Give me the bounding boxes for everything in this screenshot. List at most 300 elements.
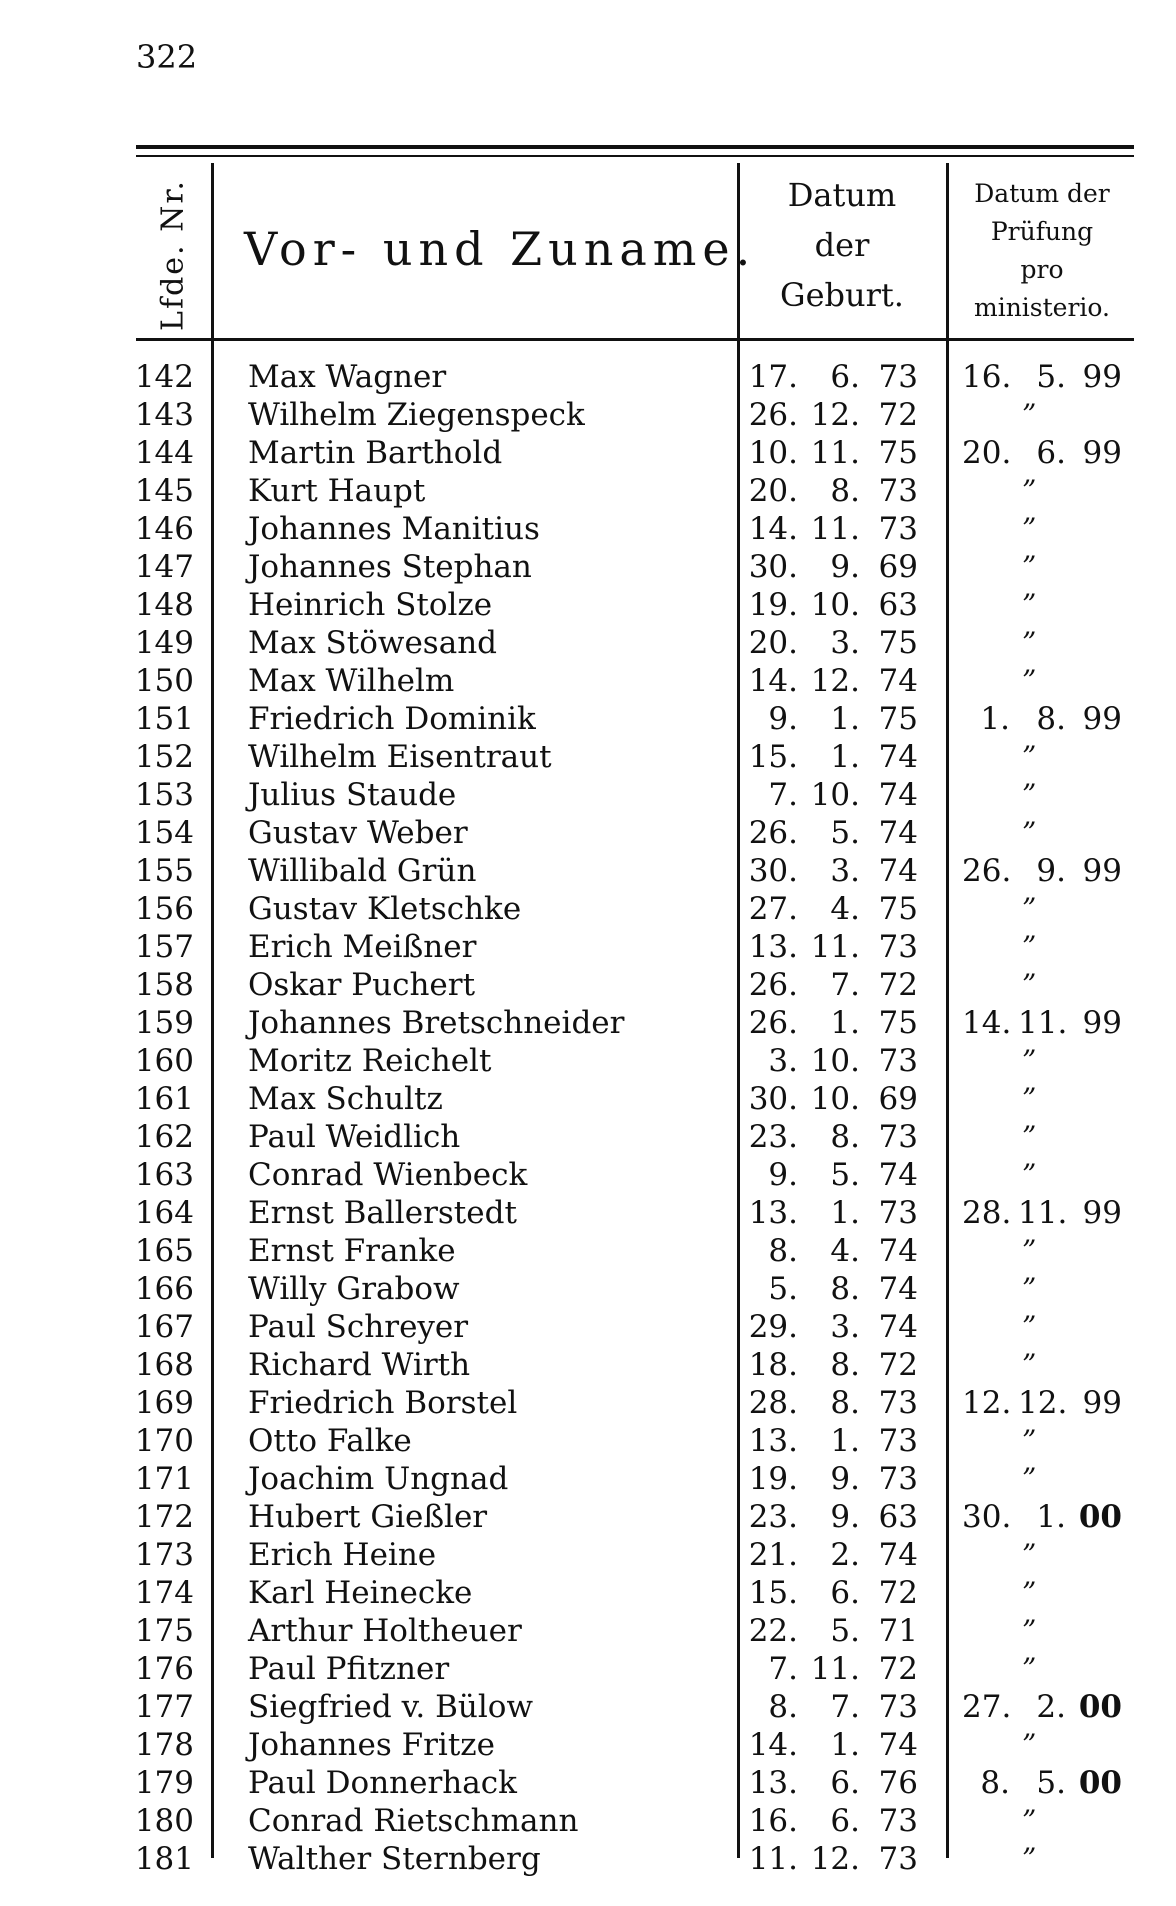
table-row	[0, 890, 1176, 928]
exam-year: 99	[1082, 1385, 1122, 1421]
birth-year: 73	[878, 1423, 918, 1459]
row-name: Moritz Reichelt	[248, 1043, 492, 1079]
row-number: 162	[134, 1119, 194, 1155]
row-number: 152	[134, 739, 194, 775]
row-name: Johannes Bretschneider	[248, 1005, 625, 1041]
exam-day: 14.	[962, 1005, 1012, 1041]
table-row	[0, 966, 1176, 1004]
header-birth-line: der	[814, 226, 870, 264]
ditto-mark: ”	[1022, 1842, 1037, 1875]
header-exam-line: pro	[1020, 255, 1064, 284]
ditto-mark: ”	[1022, 1234, 1037, 1267]
birth-year: 74	[878, 853, 918, 889]
birth-year: 63	[878, 587, 918, 623]
row-name: Otto Falke	[248, 1423, 412, 1459]
row-name: Wilhelm Ziegenspeck	[248, 397, 585, 433]
exam-month: 12.	[1018, 1385, 1068, 1421]
birth-month: 8.	[830, 1385, 860, 1421]
exam-month: 5.	[1036, 1765, 1066, 1801]
birth-month: 5.	[830, 815, 860, 851]
ditto-mark: ”	[1022, 968, 1037, 1001]
birth-day: 23.	[748, 1119, 798, 1155]
top-rule	[136, 145, 1134, 149]
table-row	[0, 396, 1176, 434]
birth-day: 3.	[768, 1043, 798, 1079]
ditto-mark: ”	[1022, 1272, 1037, 1305]
birth-year: 72	[878, 1347, 918, 1383]
table-row	[0, 1346, 1176, 1384]
row-number: 147	[134, 549, 194, 585]
birth-year: 74	[878, 1157, 918, 1193]
header-exam-line: Prüfung	[990, 217, 1094, 246]
birth-month: 3.	[830, 625, 860, 661]
page-number: 322	[136, 38, 198, 76]
exam-day: 16.	[962, 359, 1012, 395]
row-name: Max Wagner	[248, 359, 447, 395]
birth-month: 12.	[810, 1841, 860, 1877]
birth-year: 71	[878, 1613, 918, 1649]
birth-year: 75	[878, 1005, 918, 1041]
row-number: 181	[134, 1841, 194, 1877]
table-row	[0, 814, 1176, 852]
birth-year: 75	[878, 435, 918, 471]
top-rule-thin	[136, 155, 1134, 157]
table-row	[0, 1460, 1176, 1498]
row-number: 151	[134, 701, 194, 737]
row-name: Siegfried v. Bülow	[248, 1689, 533, 1725]
header-birth-date	[740, 170, 944, 320]
birth-year: 73	[878, 1689, 918, 1725]
birth-year: 74	[878, 739, 918, 775]
row-number: 177	[134, 1689, 194, 1725]
birth-year: 73	[878, 1803, 918, 1839]
row-name: Johannes Manitius	[248, 511, 540, 547]
birth-month: 12.	[810, 663, 860, 699]
table-row	[0, 1156, 1176, 1194]
birth-month: 3.	[830, 1309, 860, 1345]
table-row	[0, 1536, 1176, 1574]
row-name: Johannes Stephan	[248, 549, 532, 585]
row-name: Conrad Rietschmann	[248, 1803, 579, 1839]
ditto-mark: ”	[1022, 1728, 1037, 1761]
exam-day: 26.	[962, 853, 1012, 889]
row-number: 142	[134, 359, 194, 395]
birth-month: 11.	[810, 1651, 860, 1687]
birth-day: 30.	[748, 549, 798, 585]
row-number: 156	[134, 891, 194, 927]
birth-month: 6.	[830, 359, 860, 395]
table-row	[0, 1802, 1176, 1840]
exam-day: 30.	[962, 1499, 1012, 1535]
header-birth-line: Geburt.	[780, 276, 904, 314]
table-row	[0, 510, 1176, 548]
row-number: 168	[134, 1347, 194, 1383]
row-name: Erich Heine	[248, 1537, 437, 1573]
row-name: Ernst Ballerstedt	[248, 1195, 517, 1231]
table-row	[0, 1384, 1176, 1422]
exam-month: 5.	[1036, 359, 1066, 395]
birth-year: 74	[878, 777, 918, 813]
birth-year: 74	[878, 1727, 918, 1763]
birth-month: 1.	[830, 701, 860, 737]
birth-year: 76	[878, 1765, 918, 1801]
table-row	[0, 1688, 1176, 1726]
birth-day: 17.	[748, 359, 798, 395]
row-number: 165	[134, 1233, 194, 1269]
birth-month: 10.	[810, 587, 860, 623]
row-name: Johannes Fritze	[248, 1727, 495, 1763]
row-number: 171	[134, 1461, 194, 1497]
row-number: 164	[134, 1195, 194, 1231]
exam-day: 27.	[962, 1689, 1012, 1725]
table-row	[0, 1004, 1176, 1042]
row-number: 179	[134, 1765, 194, 1801]
ditto-mark: ”	[1022, 1044, 1037, 1077]
birth-month: 3.	[830, 853, 860, 889]
birth-year: 69	[878, 549, 918, 585]
birth-year: 63	[878, 1499, 918, 1535]
birth-year: 73	[878, 1385, 918, 1421]
birth-day: 29.	[748, 1309, 798, 1345]
birth-day: 28.	[748, 1385, 798, 1421]
ditto-mark: ”	[1022, 892, 1037, 925]
header-nr-label: Lfde. Nr.	[155, 179, 191, 331]
ditto-mark: ”	[1022, 816, 1037, 849]
birth-day: 19.	[748, 1461, 798, 1497]
birth-day: 7.	[768, 777, 798, 813]
birth-day: 14.	[748, 1727, 798, 1763]
table-row	[0, 1498, 1176, 1536]
row-number: 160	[134, 1043, 194, 1079]
table-row	[0, 1118, 1176, 1156]
row-name: Conrad Wienbeck	[248, 1157, 528, 1193]
birth-month: 2.	[830, 1537, 860, 1573]
birth-day: 7.	[768, 1651, 798, 1687]
row-name: Joachim Ungnad	[248, 1461, 509, 1497]
row-number: 176	[134, 1651, 194, 1687]
row-number: 146	[134, 511, 194, 547]
birth-year: 74	[878, 1233, 918, 1269]
exam-month: 2.	[1036, 1689, 1066, 1725]
table-row	[0, 1232, 1176, 1270]
birth-month: 7.	[830, 967, 860, 1003]
ditto-mark: ”	[1022, 740, 1037, 773]
ditto-mark: ”	[1022, 1120, 1037, 1153]
birth-day: 9.	[768, 1157, 798, 1193]
row-name: Friedrich Dominik	[248, 701, 536, 737]
row-number: 169	[134, 1385, 194, 1421]
birth-year: 72	[878, 1575, 918, 1611]
ditto-mark: ”	[1022, 1310, 1037, 1343]
birth-day: 16.	[748, 1803, 798, 1839]
birth-month: 10.	[810, 1081, 860, 1117]
birth-month: 4.	[830, 891, 860, 927]
row-number: 167	[134, 1309, 194, 1345]
birth-month: 1.	[830, 1423, 860, 1459]
row-name: Hubert Gießler	[248, 1499, 488, 1535]
birth-month: 8.	[830, 1119, 860, 1155]
ditto-mark: ”	[1022, 474, 1037, 507]
exam-month: 11.	[1018, 1195, 1068, 1231]
birth-day: 5.	[768, 1271, 798, 1307]
ditto-mark: ”	[1022, 1538, 1037, 1571]
birth-month: 1.	[830, 1005, 860, 1041]
row-name: Martin Barthold	[248, 435, 503, 471]
exam-day: 8.	[980, 1765, 1010, 1801]
ditto-mark: ”	[1022, 1462, 1037, 1495]
header-name: Vor- und Zuname.	[244, 222, 757, 276]
row-name: Arthur Holtheuer	[248, 1613, 522, 1649]
birth-year: 74	[878, 663, 918, 699]
birth-day: 8.	[768, 1689, 798, 1725]
exam-year: 99	[1082, 853, 1122, 889]
exam-year: 99	[1082, 1195, 1122, 1231]
exam-day: 12.	[962, 1385, 1012, 1421]
birth-month: 11.	[810, 511, 860, 547]
exam-year: 99	[1082, 359, 1122, 395]
exam-year: 99	[1082, 435, 1122, 471]
birth-day: 26.	[748, 967, 798, 1003]
ditto-mark: ”	[1022, 1082, 1037, 1115]
row-number: 159	[134, 1005, 194, 1041]
exam-year: 00	[1078, 1765, 1122, 1801]
row-number: 178	[134, 1727, 194, 1763]
birth-day: 15.	[748, 739, 798, 775]
birth-month: 5.	[830, 1613, 860, 1649]
table-row	[0, 1080, 1176, 1118]
table-row	[0, 624, 1176, 662]
table-row	[0, 776, 1176, 814]
header-rule	[136, 338, 1134, 341]
row-name: Kurt Haupt	[248, 473, 426, 509]
header-exam-date	[950, 175, 1134, 327]
birth-month: 1.	[830, 1727, 860, 1763]
birth-year: 74	[878, 1537, 918, 1573]
header-exam-line: ministerio.	[974, 293, 1110, 322]
table-row	[0, 1270, 1176, 1308]
birth-day: 30.	[748, 1081, 798, 1117]
birth-month: 6.	[830, 1765, 860, 1801]
row-name: Walther Sternberg	[248, 1841, 541, 1877]
row-name: Ernst Franke	[248, 1233, 456, 1269]
row-name: Max Stöwesand	[248, 625, 497, 661]
ditto-mark: ”	[1022, 664, 1037, 697]
ditto-mark: ”	[1022, 398, 1037, 431]
ditto-mark: ”	[1022, 512, 1037, 545]
row-name: Willibald Grün	[248, 853, 477, 889]
table-row	[0, 1840, 1176, 1878]
row-name: Erich Meißner	[248, 929, 477, 965]
birth-month: 8.	[830, 1271, 860, 1307]
birth-month: 6.	[830, 1803, 860, 1839]
table-row	[0, 852, 1176, 890]
birth-year: 73	[878, 1841, 918, 1877]
birth-month: 8.	[830, 1347, 860, 1383]
row-name: Friedrich Borstel	[248, 1385, 518, 1421]
birth-day: 21.	[748, 1537, 798, 1573]
exam-month: 9.	[1036, 853, 1066, 889]
header-birth-line: Datum	[787, 176, 897, 214]
row-name: Wilhelm Eisentraut	[248, 739, 552, 775]
ditto-mark: ”	[1022, 588, 1037, 621]
birth-year: 72	[878, 1651, 918, 1687]
row-name: Paul Weidlich	[248, 1119, 461, 1155]
birth-day: 26.	[748, 397, 798, 433]
row-number: 166	[134, 1271, 194, 1307]
birth-month: 10.	[810, 777, 860, 813]
birth-day: 26.	[748, 815, 798, 851]
table-row	[0, 586, 1176, 624]
birth-day: 8.	[768, 1233, 798, 1269]
row-number: 150	[134, 663, 194, 699]
birth-month: 9.	[830, 549, 860, 585]
table-row	[0, 548, 1176, 586]
row-name: Gustav Kletschke	[248, 891, 522, 927]
ditto-mark: ”	[1022, 1576, 1037, 1609]
birth-day: 14.	[748, 663, 798, 699]
birth-year: 73	[878, 1461, 918, 1497]
row-number: 158	[134, 967, 194, 1003]
table-row	[0, 1308, 1176, 1346]
birth-year: 74	[878, 1309, 918, 1345]
row-number: 148	[134, 587, 194, 623]
exam-day: 1.	[980, 701, 1010, 737]
exam-year: 00	[1078, 1499, 1122, 1535]
exam-day: 20.	[962, 435, 1012, 471]
ditto-mark: ”	[1022, 1424, 1037, 1457]
birth-day: 14.	[748, 511, 798, 547]
table-row	[0, 1194, 1176, 1232]
table-row	[0, 928, 1176, 966]
row-name: Julius Staude	[248, 777, 457, 813]
exam-year: 99	[1082, 1005, 1122, 1041]
birth-day: 13.	[748, 1423, 798, 1459]
row-name: Paul Schreyer	[248, 1309, 469, 1345]
birth-month: 9.	[830, 1499, 860, 1535]
row-number: 163	[134, 1157, 194, 1193]
birth-month: 4.	[830, 1233, 860, 1269]
birth-day: 18.	[748, 1347, 798, 1383]
birth-month: 1.	[830, 739, 860, 775]
birth-year: 73	[878, 511, 918, 547]
exam-year: 99	[1082, 701, 1122, 737]
row-number: 157	[134, 929, 194, 965]
exam-month: 8.	[1036, 701, 1066, 737]
row-name: Paul Pfitzner	[248, 1651, 450, 1687]
birth-day: 15.	[748, 1575, 798, 1611]
birth-month: 11.	[810, 435, 860, 471]
table-row	[0, 1612, 1176, 1650]
row-number: 172	[134, 1499, 194, 1535]
exam-month: 1.	[1036, 1499, 1066, 1535]
birth-day: 26.	[748, 1005, 798, 1041]
row-name: Gustav Weber	[248, 815, 468, 851]
table-row	[0, 472, 1176, 510]
exam-year: 00	[1078, 1689, 1122, 1725]
row-number: 145	[134, 473, 194, 509]
row-name: Heinrich Stolze	[248, 587, 493, 623]
birth-day: 9.	[768, 701, 798, 737]
ditto-mark: ”	[1022, 930, 1037, 963]
row-name: Max Wilhelm	[248, 663, 455, 699]
table-row	[0, 1422, 1176, 1460]
ditto-mark: ”	[1022, 550, 1037, 583]
birth-year: 73	[878, 1195, 918, 1231]
ditto-mark: ”	[1022, 1614, 1037, 1647]
ditto-mark: ”	[1022, 778, 1037, 811]
birth-year: 74	[878, 815, 918, 851]
birth-month: 11.	[810, 929, 860, 965]
exam-day: 28.	[962, 1195, 1012, 1231]
ditto-mark: ”	[1022, 1348, 1037, 1381]
table-row	[0, 1574, 1176, 1612]
ditto-mark: ”	[1022, 626, 1037, 659]
table-row	[0, 738, 1176, 776]
row-number: 144	[134, 435, 194, 471]
birth-day: 10.	[748, 435, 798, 471]
birth-day: 23.	[748, 1499, 798, 1535]
birth-year: 69	[878, 1081, 918, 1117]
table-row	[0, 1726, 1176, 1764]
row-number: 154	[134, 815, 194, 851]
birth-month: 1.	[830, 1195, 860, 1231]
birth-month: 10.	[810, 1043, 860, 1079]
ditto-mark: ”	[1022, 1652, 1037, 1685]
table-row	[0, 1650, 1176, 1688]
row-number: 161	[134, 1081, 194, 1117]
table-row	[0, 358, 1176, 396]
birth-year: 73	[878, 929, 918, 965]
row-number: 174	[134, 1575, 194, 1611]
exam-month: 6.	[1036, 435, 1066, 471]
table-row	[0, 434, 1176, 472]
birth-month: 9.	[830, 1461, 860, 1497]
row-name: Paul Donnerhack	[248, 1765, 517, 1801]
birth-month: 12.	[810, 397, 860, 433]
row-name: Richard Wirth	[248, 1347, 471, 1383]
row-name: Willy Grabow	[248, 1271, 460, 1307]
birth-day: 13.	[748, 1195, 798, 1231]
birth-day: 30.	[748, 853, 798, 889]
table-row	[0, 1042, 1176, 1080]
birth-year: 73	[878, 473, 918, 509]
birth-year: 74	[878, 1271, 918, 1307]
row-number: 173	[134, 1537, 194, 1573]
birth-day: 22.	[748, 1613, 798, 1649]
birth-year: 72	[878, 967, 918, 1003]
birth-month: 5.	[830, 1157, 860, 1193]
birth-day: 20.	[748, 625, 798, 661]
birth-year: 72	[878, 397, 918, 433]
exam-month: 11.	[1018, 1005, 1068, 1041]
ditto-mark: ”	[1022, 1804, 1037, 1837]
birth-year: 75	[878, 625, 918, 661]
row-number: 155	[134, 853, 194, 889]
birth-day: 13.	[748, 1765, 798, 1801]
header-nr	[143, 180, 203, 330]
birth-year: 75	[878, 701, 918, 737]
row-number: 180	[134, 1803, 194, 1839]
header-exam-line: Datum der	[974, 179, 1110, 208]
birth-year: 73	[878, 1119, 918, 1155]
row-name: Max Schultz	[248, 1081, 443, 1117]
row-number: 153	[134, 777, 194, 813]
birth-year: 73	[878, 359, 918, 395]
birth-day: 27.	[748, 891, 798, 927]
birth-day: 11.	[748, 1841, 798, 1877]
table-row	[0, 1764, 1176, 1802]
row-number: 149	[134, 625, 194, 661]
